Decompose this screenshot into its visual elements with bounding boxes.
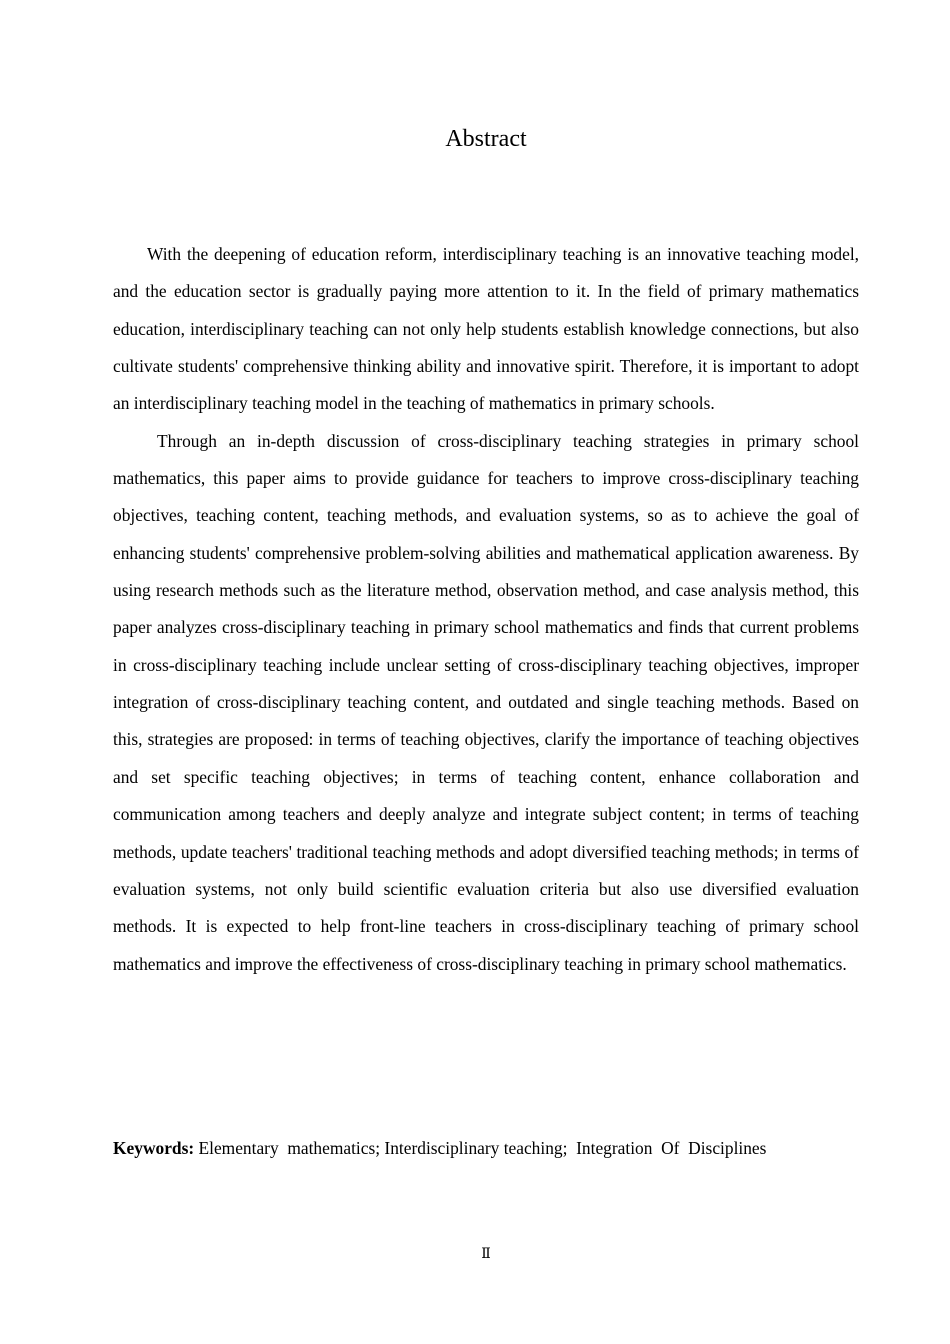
abstract-paragraph-2: Through an in-depth discussion of cross-disciplinary teaching strategies in primary school mathematics, this paper aims to provide guidance for teachers to improve cross-disciplinary teaching objectives, teaching content, teaching methods, and evaluation systems, so as to achieve the goal of enhancing students' comprehensive problem-solving abilities and mathematical application awareness. By using research methods such as the literature method, observation method, and case analysis method, this paper analyzes cross-disciplinary teaching in primary school mathematics and finds that current problems in cross-disciplinary teaching include unclear setting of cross-disciplinary teaching objectives, improper integration of cross-disciplinary teaching content, and outdated and single teaching methods. Based on this, strategies are proposed: in terms of teaching objectives, clarify the importance of teaching objectives and set specific teaching objectives; in terms of teaching content, enhance collaboration and communication among teachers and deeply analyze and integrate subject content; in terms of teaching methods, update teachers' traditional teaching methods and adopt diversified teaching methods; in terms of evaluation systems, not only build scientific evaluation criteria but also use diversified evaluation methods. It is expected to help front-line teachers in cross-disciplinary teaching of primary school mathematics and improve the effectiveness of cross-disciplinary teaching in primary school mathematics. xyxy=(113,430,859,974)
keywords-label: Keywords: xyxy=(113,1138,195,1158)
abstract-paragraph-1: With the deepening of education reform, interdisciplinary teaching is an innovative teaching model, and the education sector is gradually paying more attention to it. In the field of primary mathematics education, interdisciplinary teaching can not only help students establish knowledge connections, but also cultivate students' comprehensive thinking ability and innovative spirit. Therefore, it is important to adopt an interdisciplinary teaching model in the teaching of mathematics in primary schools. xyxy=(113,244,859,414)
abstract-body xyxy=(113,236,859,983)
abstract-title: Abstract xyxy=(445,126,527,152)
keywords-text: Elementary mathematics; Interdisciplinary teaching; Integration Of Disciplines xyxy=(194,1138,767,1158)
keywords-line xyxy=(113,1134,893,1162)
page-number: Ⅱ xyxy=(481,1247,491,1262)
